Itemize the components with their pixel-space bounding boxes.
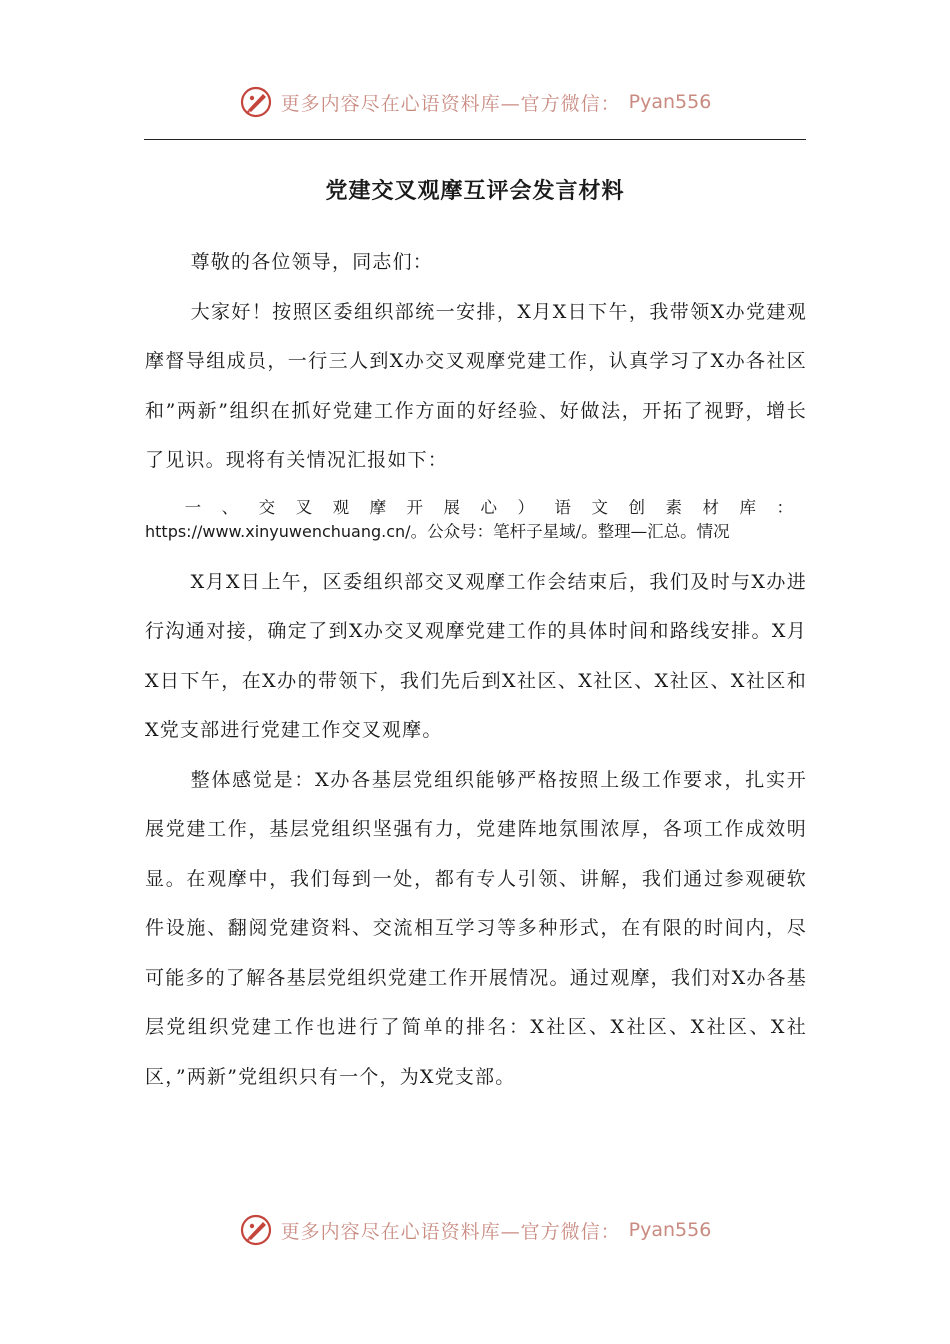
pen-circle-logo-icon bbox=[239, 1213, 273, 1247]
document-title: 党建交叉观摩互评会发言材料 bbox=[325, 178, 625, 204]
banner-text: 更多内容尽在心语资料库—官方微信： bbox=[280, 1220, 621, 1243]
document-body bbox=[145, 238, 807, 1102]
paragraph-impression: 整体感觉是：X办各基层党组织能够严格按照上级工作要求，扎实开展党建工作，基层党组织坚强有力，党建阵地氛围浓厚，各项工作成效明显。在观摩中，我们每到一处，都有专人引领、讲解，我们通过参观硬软件设施、翻阅党建资料、交流相互学习等多种形式，在有限的时间内，尽可能多的了解各基层党组织党建工作开展情况。通过观摩，我们对X办各基层党组织党建工作也进行了简单的排名：X社区、X社区、X社区、X社区，”两新”党组织只有一个，为X党支部。 bbox=[145, 768, 807, 1088]
banner-wechat-id: Pyan556 bbox=[628, 91, 712, 113]
paragraph-schedule: X月X日上午，区委组织部交叉观摩工作会结束后，我们及时与X办进行沟通对接，确定了到X办交叉观摩党建工作的具体时间和路线安排。X月X日下午，在X办的带领下，我们先后到X社区、X社区、X社区、X社区和X党支部进行党建工作交叉观摩。 bbox=[145, 570, 807, 741]
section-heading-line bbox=[145, 486, 807, 558]
pen-circle-logo-icon bbox=[239, 85, 273, 119]
source-url-link[interactable]: https://www.xinyuwenchuang.cn/ bbox=[145, 521, 411, 541]
salutation: 尊敬的各位领导，同志们： bbox=[190, 251, 433, 273]
footer-banner bbox=[0, 1208, 950, 1252]
banner-wechat-id: Pyan556 bbox=[628, 1219, 712, 1241]
paragraph-intro: 大家好！按照区委组织部统一安排，X月X日下午，我带领X办党建观摩督导组成员，一行三人到X办交叉观摩党建工作，认真学习了X办各社区和”两新”组织在抓好党建工作方面的好经验、好做法，开拓了视野，增长了见识。现将有关情况汇报如下： bbox=[145, 300, 807, 471]
section-heading: 一、交叉观摩开展心）语文创素材库： bbox=[184, 497, 807, 517]
header-divider bbox=[144, 139, 806, 140]
header-banner bbox=[0, 80, 950, 124]
section-heading-tail: 。公众号：笔杆子星域/。整理—汇总。情况 bbox=[410, 521, 730, 541]
banner-text: 更多内容尽在心语资料库—官方微信： bbox=[280, 92, 621, 115]
